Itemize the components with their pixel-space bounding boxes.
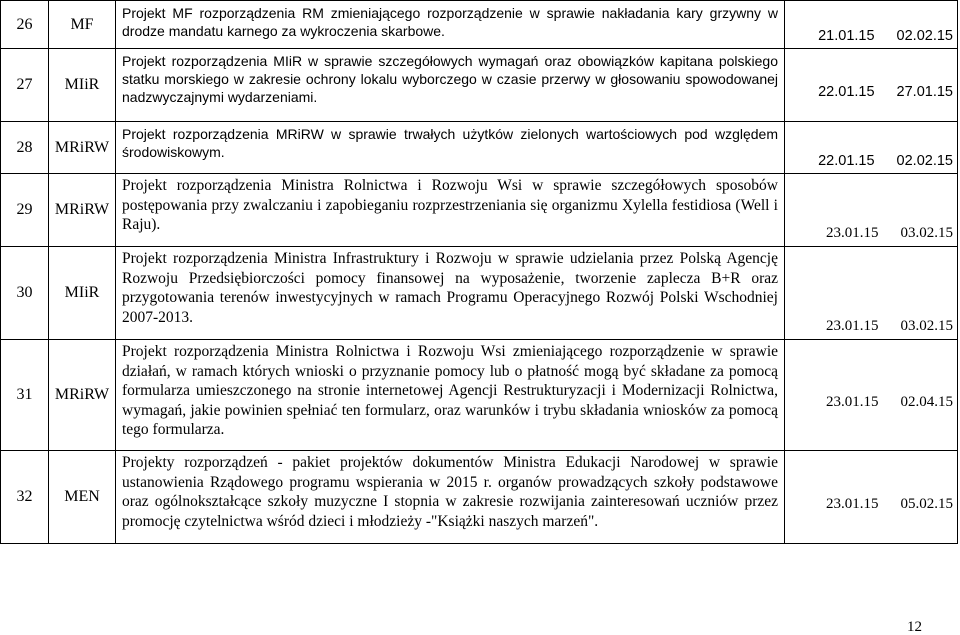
- date-from: 23.01.15: [826, 495, 879, 512]
- date-from: 23.01.15: [826, 393, 879, 410]
- date-to: 27.01.15: [896, 84, 953, 100]
- row-description-text: Projekt rozporządzenia MIiR w sprawie szczegółowych wymagań oraz obowiązków kapitana polskiego statku morskiego w zakresie ochrony lokalu wyborczego w czasie przerwy w głosowaniu spowodowanej nadzwyczajnymi wydarzeniami.: [122, 53, 778, 105]
- date-from: 22.01.15: [818, 153, 875, 169]
- row-number: 29: [1, 174, 49, 247]
- row-ministry: MF: [49, 1, 116, 49]
- date-to: 02.04.15: [900, 393, 953, 410]
- row-description: [116, 247, 785, 340]
- date-to: 03.02.15: [900, 225, 953, 241]
- row-dates: [785, 247, 958, 340]
- row-number: 26: [1, 1, 49, 49]
- row-ministry: MRiRW: [49, 340, 116, 451]
- row-dates: [785, 49, 958, 122]
- row-ministry: MIiR: [49, 49, 116, 122]
- row-dates: [785, 340, 958, 451]
- date-to: 02.02.15: [896, 28, 953, 44]
- row-description-text: Projekt rozporządzenia Ministra Rolnictwa i Rozwoju Wsi zmieniającego rozporządzenie w sprawie działań, w ramach których wnioski o przyznanie pomocy lub o płatność mogą być składane za pomocą formularza umieszczonego na stronie internetowej Agencji Restrukturyzacji i Modernizacji Rolnictwa, wymagań, jakie powinien spełniać ten formularz, oraz warunków i trybu składania wniosków za pomocą tego formularza.: [122, 343, 778, 438]
- row-ministry: MEN: [49, 451, 116, 544]
- row-description-text: Projekt rozporządzenia Ministra Rolnictwa i Rozwoju Wsi w sprawie szczegółowych sposobów postępowania przy zwalczaniu i zapobieganiu rozprzestrzeniania się organizmu Xylella festidiosa (Well i Raju).: [122, 177, 778, 233]
- row-ministry: MIiR: [49, 247, 116, 340]
- row-description-text: Projekt rozporządzenia Ministra Infrastruktury i Rozwoju w sprawie udzielania przez Polską Agencję Rozwoju Przedsiębiorczości pomocy finansowej na wyposażenie, tworzenie zaplecza B+R oraz przygotowania terenów inwestycyjnych w ramach Programu Operacyjnego Rozwój Polski Wschodniej 2007-2013.: [122, 250, 778, 326]
- table-row: [1, 174, 958, 247]
- page-number: 12: [907, 619, 922, 635]
- date-from: 23.01.15: [826, 225, 879, 241]
- row-description-text: Projekt rozporządzenia MRiRW w sprawie trwałych użytków zielonych wartościowych pod względem środowiskowym.: [122, 126, 778, 160]
- table-row: [1, 1, 958, 49]
- date-from: 22.01.15: [818, 84, 875, 100]
- row-description: [116, 174, 785, 247]
- date-from: 21.01.15: [818, 28, 875, 44]
- row-ministry: MRiRW: [49, 122, 116, 174]
- row-number: 27: [1, 49, 49, 122]
- row-description: [116, 451, 785, 544]
- date-to: 05.02.15: [900, 495, 953, 512]
- table-row: [1, 340, 958, 451]
- row-ministry: MRiRW: [49, 174, 116, 247]
- row-description-text: Projekty rozporządzeń - pakiet projektów dokumentów Ministra Edukacji Narodowej w sprawie ustanowienia Rządowego programu wspierania w 2015 r. organów prowadzących szkoły podstawowe oraz ogólnokształcące szkoły muzyczne I stopnia w zakresie rozwijania zainteresowań uczniów przez promocję czytelnictwa wśród dzieci i młodzieży -"Książki naszych marzeń".: [122, 454, 778, 530]
- row-description: [116, 1, 785, 49]
- row-number: 31: [1, 340, 49, 451]
- row-dates: [785, 451, 958, 544]
- row-number: 30: [1, 247, 49, 340]
- row-dates: [785, 174, 958, 247]
- table-row: [1, 451, 958, 544]
- date-to: 03.02.15: [900, 318, 953, 334]
- row-dates: [785, 122, 958, 174]
- row-dates: [785, 1, 958, 49]
- table-row: [1, 247, 958, 340]
- row-number: 32: [1, 451, 49, 544]
- row-description: [116, 340, 785, 451]
- date-to: 02.02.15: [896, 153, 953, 169]
- row-description: [116, 49, 785, 122]
- row-number: 28: [1, 122, 49, 174]
- row-description-text: Projekt MF rozporządzenia RM zmieniającego rozporządzenie w sprawie nakładania kary grzywny w drodze mandatu karnego za wykroczenia skarbowe.: [122, 5, 778, 39]
- row-description: [116, 122, 785, 174]
- table-row: [1, 49, 958, 122]
- table-row: [1, 122, 958, 174]
- date-from: 23.01.15: [826, 318, 879, 334]
